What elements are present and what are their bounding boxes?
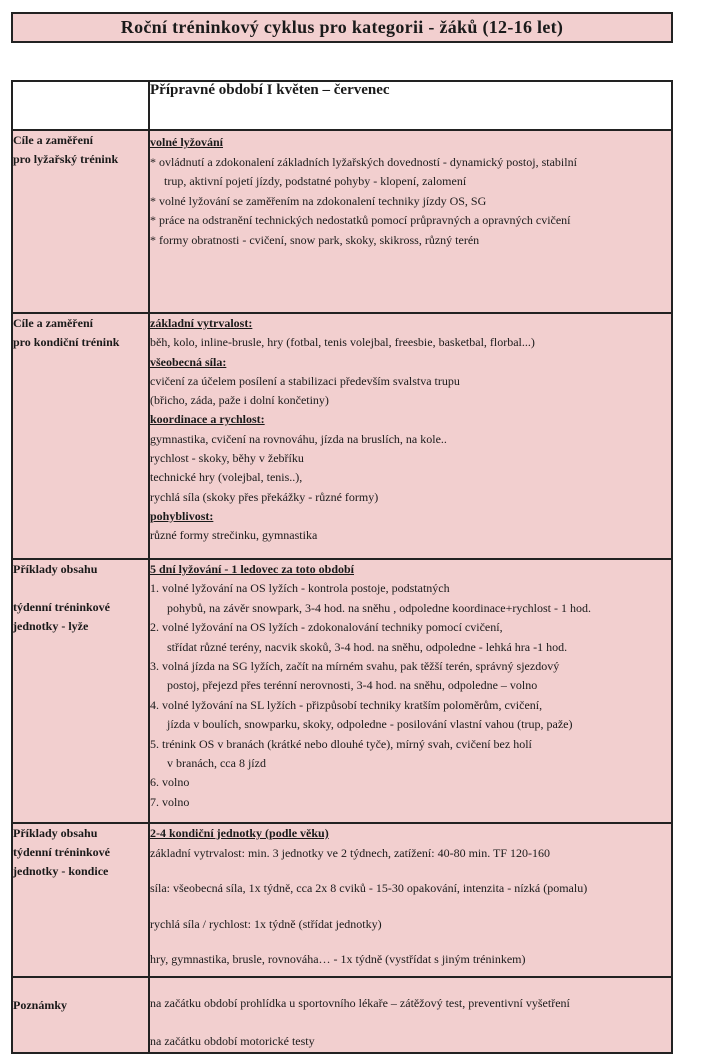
table-header-row [12,81,672,130]
content-line: cvičení za účelem posílení a stabilizaci především svalstva trupu [150,373,460,388]
row-label-weekly-ski [12,559,149,823]
row-label-conditioning-goals [12,313,149,559]
row-content-conditioning-goals [149,313,672,559]
row-label-line: jednotky - lyže [13,619,89,633]
row-label-ski-goals [12,130,149,313]
table-row [12,559,672,823]
content-line: technické hry (volejbal, tenis..), [150,470,303,485]
content-line: v branách, cca 8 jízd [167,756,266,771]
content-line: běh, kolo, inline-brusle, hry (fotbal, tenis volejbal, freesbie, basketbal, florbal...) [150,335,535,350]
content-line: postoj, přejezd přes terénní nerovnosti, 3-4 hod. na sněhu, odpoledne – volno [167,678,538,693]
row-content-ski-goals [149,130,672,313]
content-line: * volné lyžování se zaměřením na zdokonalení techniky jízdy OS, SG [150,193,487,208]
content-line: 2. volné lyžování na OS lyžích - zdokonalování techniky pomocí cvičení, [150,620,503,635]
content-line: různé formy strečinku, gymnastika [150,528,318,543]
table-row [12,313,672,559]
table-row [12,977,672,1053]
content-line: rychlost - skoky, běhy v žebříku [150,451,304,466]
row-content-weekly-conditioning [149,823,672,977]
content-line: základní vytrvalost: min. 3 jednotky ve 2 týdnech, zatížení: 40-80 min. TF 120-160 [150,845,551,860]
table-row [12,823,672,977]
row-label-line: Cíle a zaměření [13,133,93,147]
content-line: * práce na odstranění technických nedostatků pomocí průpravných a opravných cvičení [150,213,571,228]
section-heading: koordinace a rychlost: [150,412,265,427]
row-label-weekly-conditioning [12,823,149,977]
row-content-weekly-ski [149,559,672,823]
content-line: pohybů, na závěr snowpark, 3-4 hod. na sněhu , odpoledne koordinace+rychlost - 1 hod. [167,600,591,615]
row-label-line: Příklady obsahu [13,562,98,576]
section-heading: 2-4 kondiční jednotky (podle věku) [150,826,329,840]
row-label-line: Poznámky [13,998,67,1012]
content-line: (břicho, záda, paže i dolní končetiny) [150,393,329,408]
section-heading: základní vytrvalost: [150,316,253,330]
content-line: rychlá síla (skoky přes překážky - různé formy) [150,489,379,504]
header-empty-cell [12,81,149,130]
content-line: 3. volná jízda na SG lyžích, začít na mírném svahu, pak těžší terén, správný sjezdový [150,659,560,674]
content-line: 7. volno [150,794,190,809]
content-line: jízda v boulích, snowparku, skoky, odpoledne - posilování vlastní vahou (trup, paže) [167,717,573,732]
row-label-line: jednotky - kondice [13,864,109,878]
content-line: na začátku období motorické testy [150,1033,315,1048]
section-heading: volné lyžování [150,135,224,149]
period-heading: Přípravné období I květen – červenec [149,81,672,130]
content-line: hry, gymnastika, brusle, rovnováha… - 1x týdně (vystřídat s jiným tréninkem) [150,952,526,967]
row-content-notes [149,977,672,1053]
content-line: střídat různé terény, nacvik skoků, 3-4 hod. na sněhu, odpoledne - lehká hra -1 hod. [167,639,568,654]
row-label-notes [12,977,149,1053]
content-line: gymnastika, cvičení na rovnováhu, jízda na bruslích, na kole.. [150,431,447,446]
content-line: na začátku období prohlídka u sportovního lékaře – zátěžový test, preventivní vyšetření [150,996,570,1010]
row-label-line [13,579,148,598]
section-heading: 5 dní lyžování - 1 ledovec za toto období [150,562,355,576]
row-label-line: týdenní tréninkové [13,845,111,859]
content-line: trup, aktivní pojetí jízdy, podstatné pohyby - klopení, zalomení [164,174,467,189]
content-line: 5. trénink OS v branách (krátké nebo dlouhé tyče), mírný svah, cvičení bez holí [150,736,532,751]
row-label-line: pro kondiční trénink [13,335,120,349]
row-label-line: Příklady obsahu [13,826,98,840]
content-line: síla: všeobecná síla, 1x týdně, cca 2x 8 cviků - 15-30 opakování, intenzita - nízká (pomalu) [150,881,588,896]
content-line: 4. volné lyžování na SL lyžích - přizpůsobí techniky kratším poloměrům, cvičení, [150,697,543,712]
table-row [12,130,672,313]
content-line: 6. volno [150,775,190,790]
section-heading: pohyblivost: [150,508,214,523]
section-heading: všeobecná síla: [150,354,227,369]
content-line: * ovládnutí a zdokonalení základních lyžařských dovedností - dynamický postoj, stabilní [150,154,577,169]
content-line: * formy obratnosti - cvičení, snow park, skoky, skikross, různý terén [150,232,480,247]
row-label-line: Cíle a zaměření [13,316,93,330]
page-title: Roční tréninkový cyklus pro kategorii - žáků (12-16 let) [11,12,673,43]
row-label-line: týdenní tréninkové [13,600,111,614]
training-plan-table [11,80,673,1054]
content-line: rychlá síla / rychlost: 1x týdně (střídat jednotky) [150,916,382,931]
row-label-line: pro lyžařský trénink [13,152,119,166]
content-line: 1. volné lyžování na OS lyžích - kontrola postoje, podstatných [150,581,450,596]
